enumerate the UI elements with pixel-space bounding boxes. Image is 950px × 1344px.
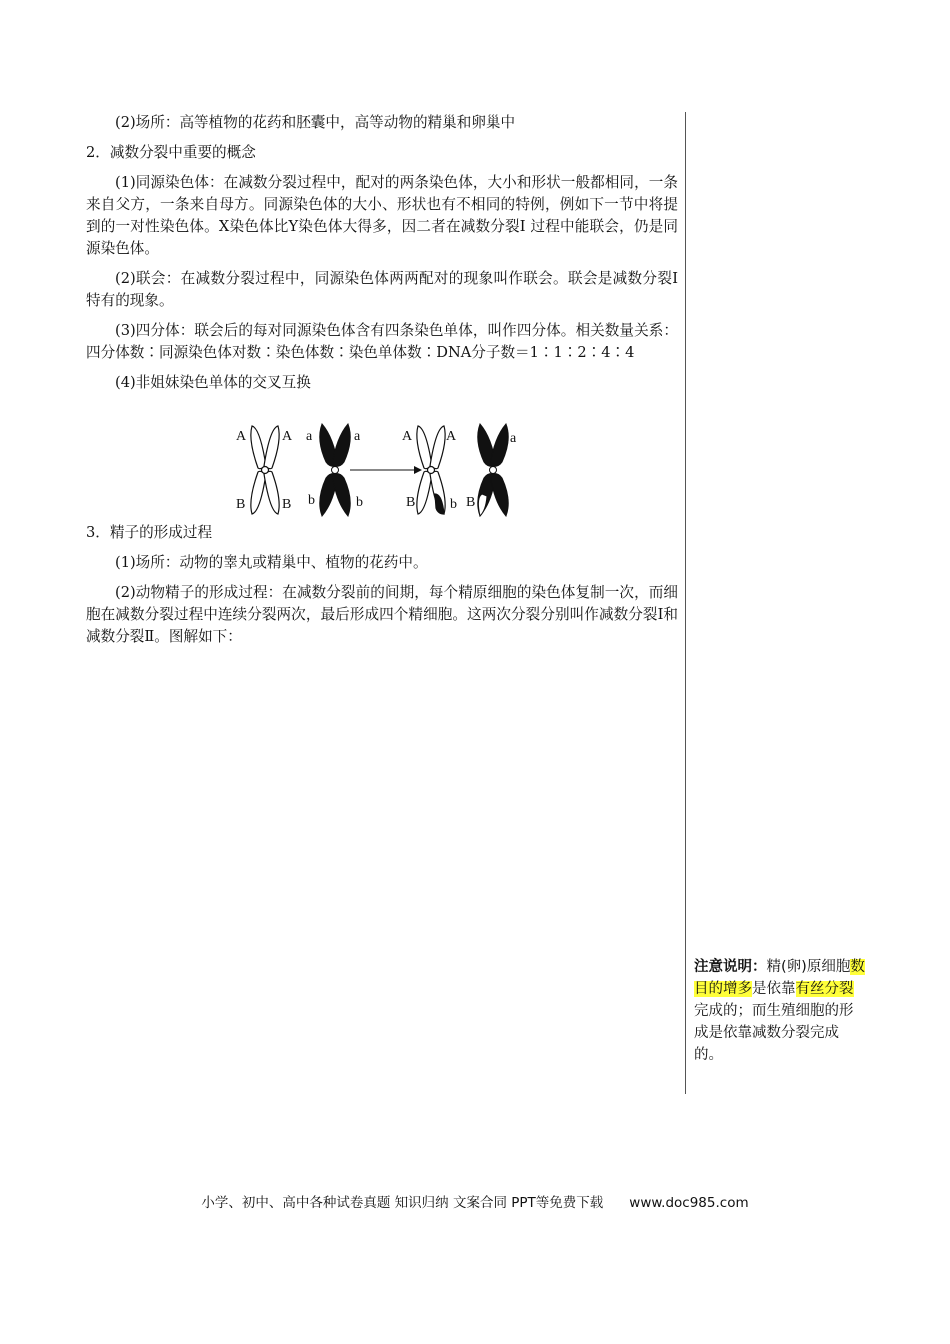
paragraph-tetrad: (3)四分体：联会后的每对同源染色体含有四条染色单体，叫作四分体。相关数量关系：四分体数∶同源染色体对数∶染色体数∶染色单体数∶DNA分子数＝1∶1∶2∶4∶4 bbox=[86, 322, 678, 361]
label-b-lower-case: b bbox=[356, 495, 363, 510]
footer-text: 小学、初中、高中各种试卷真题 知识归纳 文案合同 PPT等免费下载 bbox=[201, 1195, 604, 1211]
paragraph-homologous: (1)同源染色体：在减数分裂过程中，配对的两条染色体，大小和形状一般都相同，一条来自父方，一条来自母方。同源染色体的大小、形状也有不相同的特例，例如下一节中将提到的一对性染色体。X染色体比Y染色体大得多，因二者在减数分裂Ⅰ 过程中能联会，仍是同源染色体。 bbox=[86, 174, 678, 257]
label-a-lower-case: a bbox=[306, 429, 313, 444]
label-b-lower: B bbox=[236, 497, 246, 512]
main-column bbox=[86, 112, 678, 648]
heading-concepts: 2．减数分裂中重要的概念 bbox=[86, 144, 256, 161]
note-highlight-2: 有丝分裂 bbox=[795, 981, 854, 997]
label-b-lower: B bbox=[466, 495, 476, 510]
chromosome-white-1 bbox=[251, 426, 279, 514]
arrow-icon bbox=[350, 466, 422, 474]
label-b-lower: B bbox=[406, 495, 416, 510]
paragraph-sperm-location: (1)场所：动物的睾丸或精巢中、植物的花药中。 bbox=[115, 554, 428, 571]
paragraph-sperm-process: (2)动物精子的形成过程：在减数分裂前的间期，每个精原细胞的染色体复制一次，而细胞在减数分裂过程中连续分裂两次，最后形成四个精细胞。这两次分裂分别叫作减数分裂Ⅰ和减数分裂Ⅱ。图解如下： bbox=[86, 584, 678, 645]
chromosome-black-1 bbox=[320, 424, 351, 516]
note-text-3: 完成的；而生殖细胞的形成是依靠减数分裂完成的。 bbox=[694, 1003, 854, 1063]
label-a-upper: A bbox=[446, 429, 457, 444]
label-b-lower: B bbox=[282, 497, 292, 512]
note-text-2: 是依靠 bbox=[752, 981, 796, 997]
label-b-lower-case: b bbox=[308, 493, 315, 508]
paragraph-location: (2)场所：高等植物的花药和胚囊中，高等动物的精巢和卵巢中 bbox=[115, 114, 516, 131]
note-highlight-1: 数目的增多 bbox=[694, 959, 865, 997]
note-text-1: 精(卵)原细胞 bbox=[766, 959, 851, 975]
crossover-diagram-svg bbox=[230, 418, 530, 523]
footer-site-link[interactable]: www.doc985.com bbox=[629, 1195, 749, 1211]
label-a-upper: A bbox=[236, 429, 247, 444]
column-divider bbox=[685, 112, 686, 1094]
label-a-lower-case: a bbox=[354, 429, 361, 444]
label-a-upper: A bbox=[402, 429, 413, 444]
label-a-lower-case: a bbox=[510, 431, 517, 446]
chromosome-black-2 bbox=[478, 424, 509, 516]
side-note bbox=[694, 956, 866, 1066]
page-footer bbox=[0, 1191, 950, 1211]
paragraph-crossover: (4)非姐妹染色单体的交叉互换 bbox=[115, 374, 311, 391]
label-a-upper: A bbox=[282, 429, 293, 444]
crossover-diagram bbox=[230, 418, 530, 523]
label-b-lower-case: b bbox=[450, 497, 457, 512]
heading-sperm: 3．精子的形成过程 bbox=[86, 524, 213, 541]
paragraph-synapsis: (2)联会：在减数分裂过程中，同源染色体两两配对的现象叫作联会。联会是减数分裂Ⅰ特有的现象。 bbox=[86, 270, 678, 309]
note-label: 注意说明： bbox=[694, 959, 767, 975]
